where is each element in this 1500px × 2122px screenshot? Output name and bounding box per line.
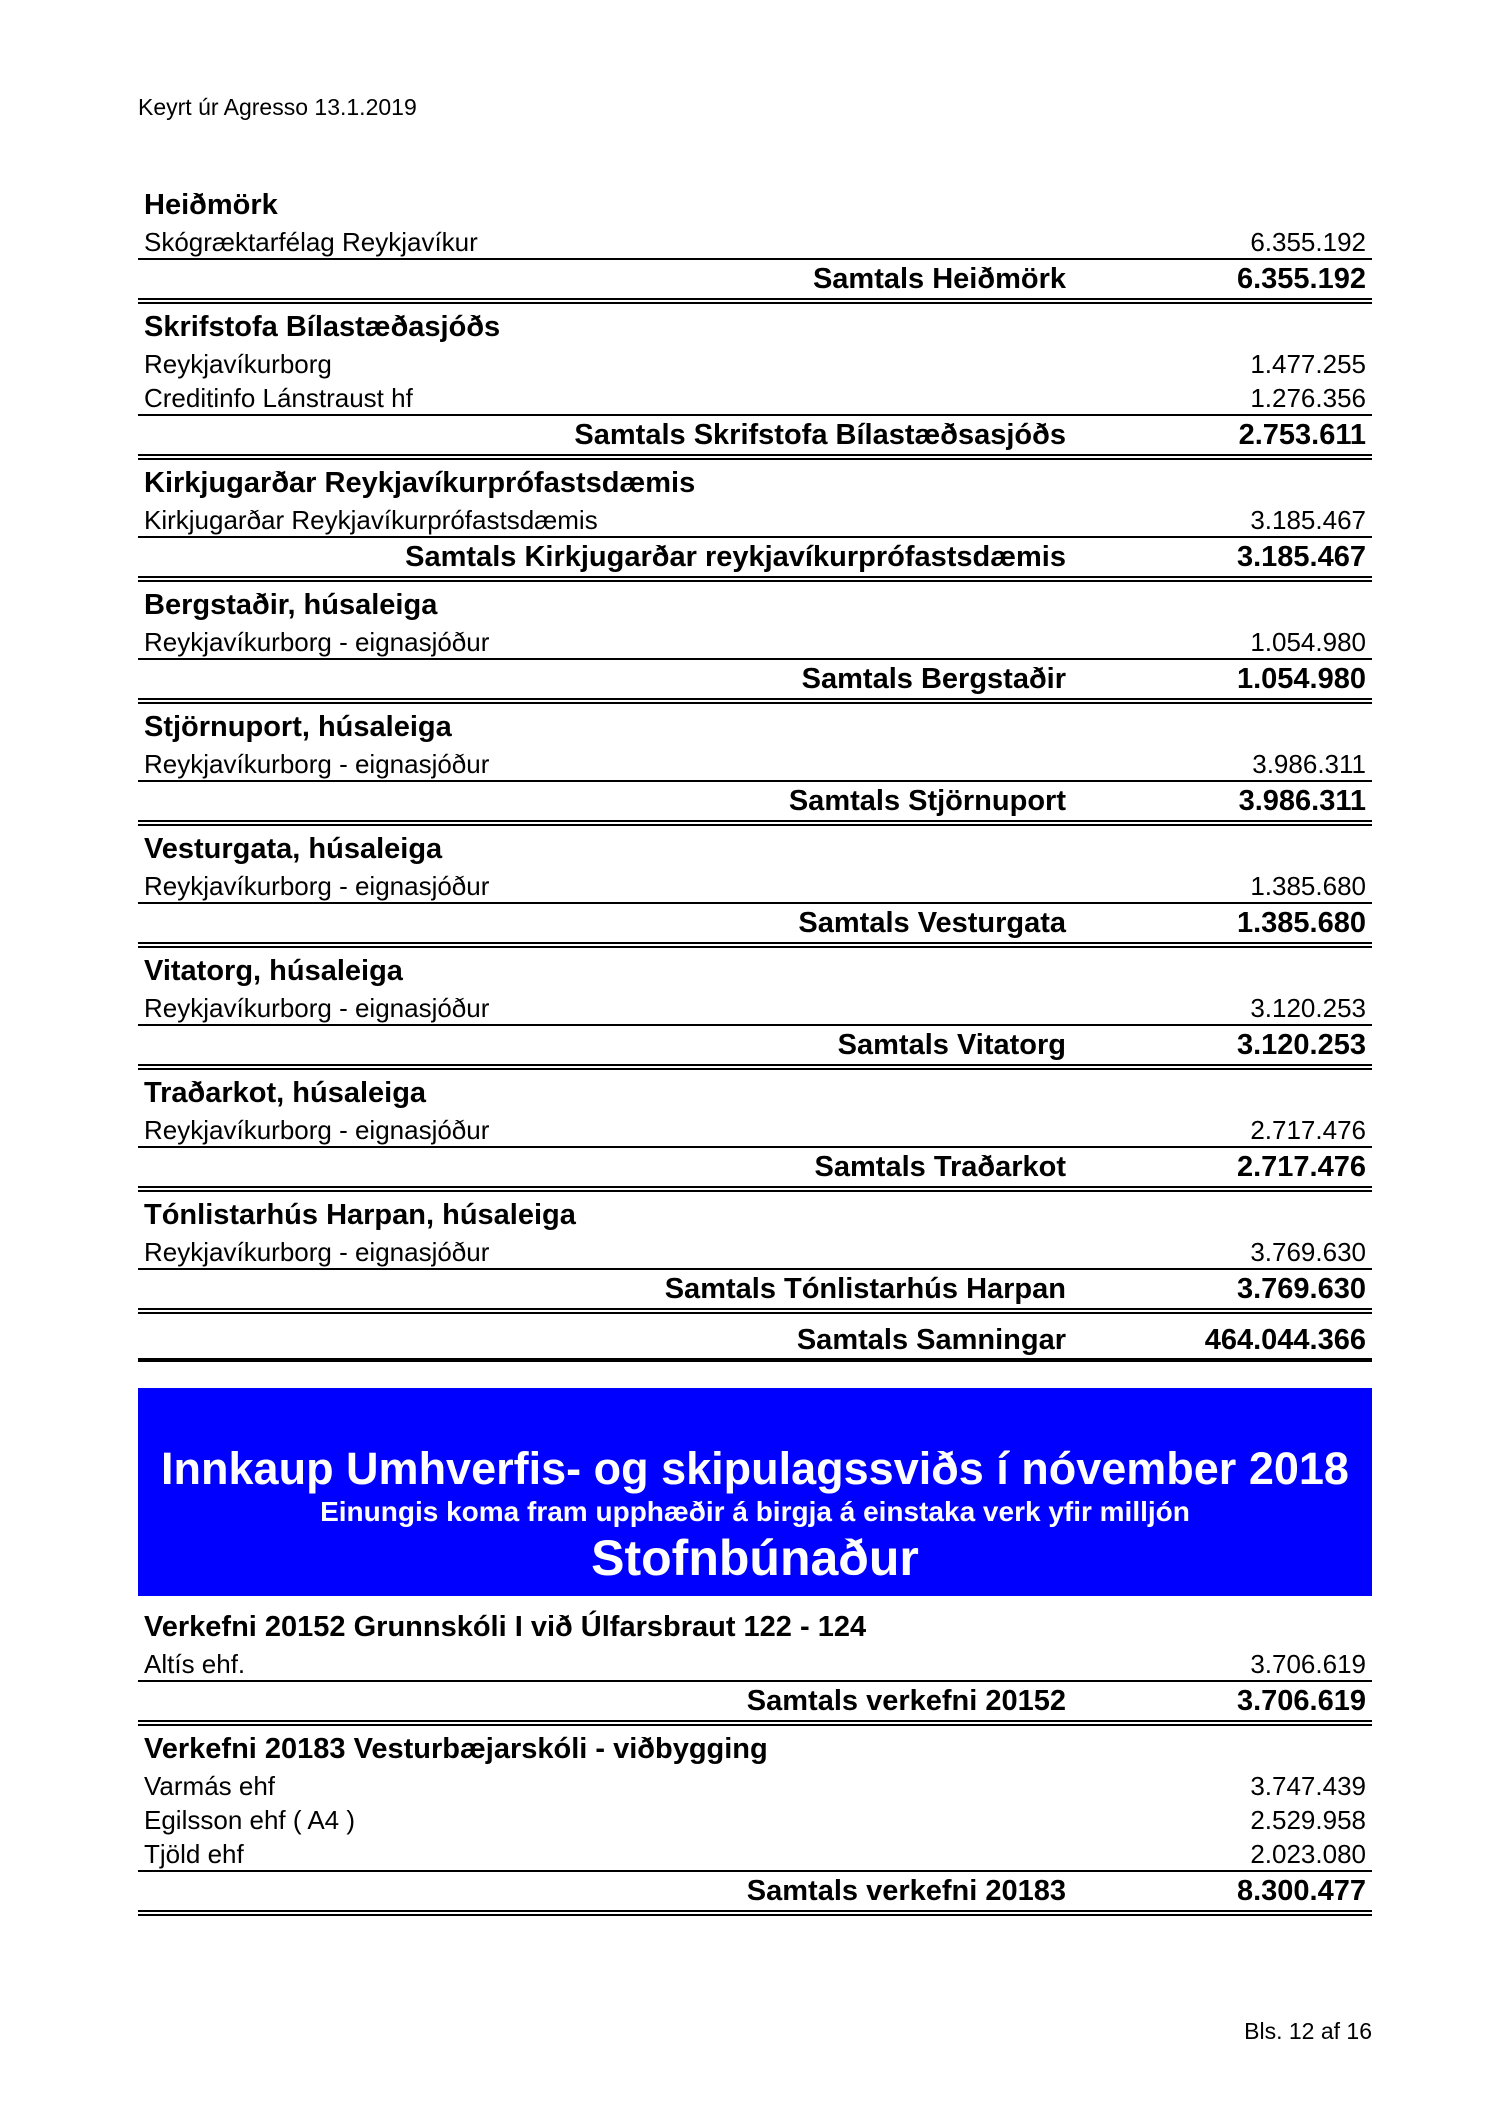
section-total-label: Samtals Vesturgata xyxy=(798,907,1066,939)
section xyxy=(138,1196,1372,1314)
section-total-label: Samtals Stjörnuport xyxy=(788,785,1066,817)
vendor-name: Reykjavíkurborg - eignasjóður xyxy=(144,1237,490,1267)
section-total-label: Samtals verkefni 20183 xyxy=(746,1875,1066,1907)
section-total-row xyxy=(138,1026,1372,1070)
section-total-row xyxy=(138,782,1372,826)
section xyxy=(138,186,1372,304)
line-item xyxy=(138,1112,1372,1148)
report-source-note: Keyrt úr Agresso 13.1.2019 xyxy=(138,94,417,120)
line-item xyxy=(138,868,1372,904)
line-item xyxy=(138,1234,1372,1270)
line-item xyxy=(138,1646,1372,1682)
vendor-name: Reykjavíkurborg xyxy=(144,349,332,379)
grand-total-label: Samtals Samningar xyxy=(796,1324,1066,1356)
section xyxy=(138,1074,1372,1192)
vendor-amount: 3.120.253 xyxy=(1250,993,1366,1023)
grand-total-value: 464.044.366 xyxy=(1204,1324,1366,1356)
line-item xyxy=(138,746,1372,782)
vendor-amount: 3.986.311 xyxy=(1252,749,1366,779)
section-title: Vitatorg, húsaleiga xyxy=(144,955,403,987)
section-total-value: 3.185.467 xyxy=(1236,541,1366,573)
section-total-row xyxy=(138,1872,1372,1916)
section-total-value: 6.355.192 xyxy=(1236,263,1366,295)
section-total-value: 2.717.476 xyxy=(1236,1151,1366,1183)
section-total-row xyxy=(138,260,1372,304)
section-total-value: 3.986.311 xyxy=(1238,785,1366,817)
page-number: Bls. 12 af 16 xyxy=(1244,2018,1372,2044)
section-total-value: 2.753.611 xyxy=(1238,419,1366,451)
section-total-label: Samtals Bergstaðir xyxy=(801,663,1066,695)
section xyxy=(138,586,1372,704)
grand-total-row xyxy=(138,1318,1372,1362)
vendor-name: Kirkjugarðar Reykjavíkurprófastsdæmis xyxy=(144,505,598,535)
line-item xyxy=(138,380,1372,416)
vendor-name: Egilsson ehf ( A4 ) xyxy=(144,1805,355,1835)
section-title: Vesturgata, húsaleiga xyxy=(144,833,443,865)
section-total-label: Samtals verkefni 20152 xyxy=(746,1685,1066,1717)
section xyxy=(138,1608,1372,1726)
section-title: Traðarkot, húsaleiga xyxy=(144,1077,427,1109)
banner-category: Stofnbúnaður xyxy=(591,1530,919,1586)
banner-subtitle: Einungis koma fram upphæðir á birgja á einstaka verk yfir milljón xyxy=(320,1496,1190,1527)
vendor-name: Reykjavíkurborg - eignasjóður xyxy=(144,627,490,657)
section-total-row xyxy=(138,1682,1372,1726)
section-total-row xyxy=(138,660,1372,704)
vendor-name: Tjöld ehf xyxy=(144,1839,244,1869)
section-title: Verkefni 20183 Vesturbæjarskóli - viðbygging xyxy=(144,1733,768,1765)
line-item xyxy=(138,224,1372,260)
line-item xyxy=(138,346,1372,380)
section-title: Kirkjugarðar Reykjavíkurprófastsdæmis xyxy=(144,467,696,499)
vendor-amount: 6.355.192 xyxy=(1250,227,1366,257)
vendor-name: Reykjavíkurborg - eignasjóður xyxy=(144,871,490,901)
vendor-amount: 3.706.619 xyxy=(1250,1649,1366,1679)
section-total-label: Samtals Kirkjugarðar reykjavíkurprófastsdæmis xyxy=(405,541,1066,573)
vendor-amount: 1.385.680 xyxy=(1250,871,1366,901)
line-item xyxy=(138,1836,1372,1872)
projects-table xyxy=(138,1608,1372,1920)
section-title: Skrifstofa Bílastæðasjóðs xyxy=(144,311,501,343)
section-total-label: Samtals Vitatorg xyxy=(837,1029,1066,1061)
section-total-value: 1.385.680 xyxy=(1236,907,1366,939)
line-item xyxy=(138,502,1372,538)
vendor-name: Reykjavíkurborg - eignasjóður xyxy=(144,1115,490,1145)
section-title: Bergstaðir, húsaleiga xyxy=(144,589,438,621)
vendor-amount: 2.023.080 xyxy=(1250,1839,1366,1869)
vendor-name: Creditinfo Lánstraust hf xyxy=(144,383,413,413)
vendor-amount: 3.769.630 xyxy=(1250,1237,1366,1267)
line-item xyxy=(138,990,1372,1026)
section-banner xyxy=(138,1388,1372,1596)
line-item xyxy=(138,1802,1372,1836)
banner-title: Innkaup Umhverfis- og skipulagssviðs í nóvember 2018 xyxy=(161,1443,1349,1494)
section-total-label: Samtals Heiðmörk xyxy=(812,263,1066,295)
section-title: Tónlistarhús Harpan, húsaleiga xyxy=(144,1199,576,1231)
section-total-label: Samtals Skrifstofa Bílastæðsasjóðs xyxy=(574,419,1066,451)
section-total-label: Samtals Tónlistarhús Harpan xyxy=(664,1273,1066,1305)
section-total-value: 3.120.253 xyxy=(1236,1029,1366,1061)
section xyxy=(138,1730,1372,1916)
section-title: Stjörnuport, húsaleiga xyxy=(144,711,452,743)
vendor-amount: 3.747.439 xyxy=(1250,1771,1366,1801)
vendor-amount: 1.054.980 xyxy=(1250,627,1366,657)
section-total-row xyxy=(138,1270,1372,1314)
section-total-value: 3.769.630 xyxy=(1236,1273,1366,1305)
section-total-row xyxy=(138,538,1372,582)
section-total-value: 1.054.980 xyxy=(1236,663,1366,695)
section-total-row xyxy=(138,1148,1372,1192)
section xyxy=(138,708,1372,826)
section xyxy=(138,308,1372,460)
section-total-label: Samtals Traðarkot xyxy=(814,1151,1066,1183)
section-title: Verkefni 20152 Grunnskóli I við Úlfarsbraut 122 - 124 xyxy=(144,1611,867,1643)
vendor-name: Reykjavíkurborg - eignasjóður xyxy=(144,993,490,1023)
vendor-amount: 3.185.467 xyxy=(1250,505,1366,535)
vendor-name: Altís ehf. xyxy=(144,1649,246,1679)
section xyxy=(138,952,1372,1070)
vendor-amount: 2.529.958 xyxy=(1250,1805,1366,1835)
vendor-amount: 2.717.476 xyxy=(1250,1115,1366,1145)
section-total-row xyxy=(138,416,1372,460)
section-total-value: 3.706.619 xyxy=(1236,1685,1366,1717)
section-total-row xyxy=(138,904,1372,948)
section-total-value: 8.300.477 xyxy=(1236,1875,1366,1907)
vendor-amount: 1.477.255 xyxy=(1250,349,1366,379)
section xyxy=(138,830,1372,948)
vendor-amount: 1.276.356 xyxy=(1250,383,1366,413)
line-item xyxy=(138,624,1372,660)
contracts-table xyxy=(138,186,1372,1366)
section-title: Heiðmörk xyxy=(144,189,278,221)
vendor-name: Varmás ehf xyxy=(144,1771,276,1801)
section xyxy=(138,464,1372,582)
vendor-name: Skógræktarfélag Reykjavíkur xyxy=(144,227,478,257)
line-item xyxy=(138,1768,1372,1802)
vendor-name: Reykjavíkurborg - eignasjóður xyxy=(144,749,490,779)
